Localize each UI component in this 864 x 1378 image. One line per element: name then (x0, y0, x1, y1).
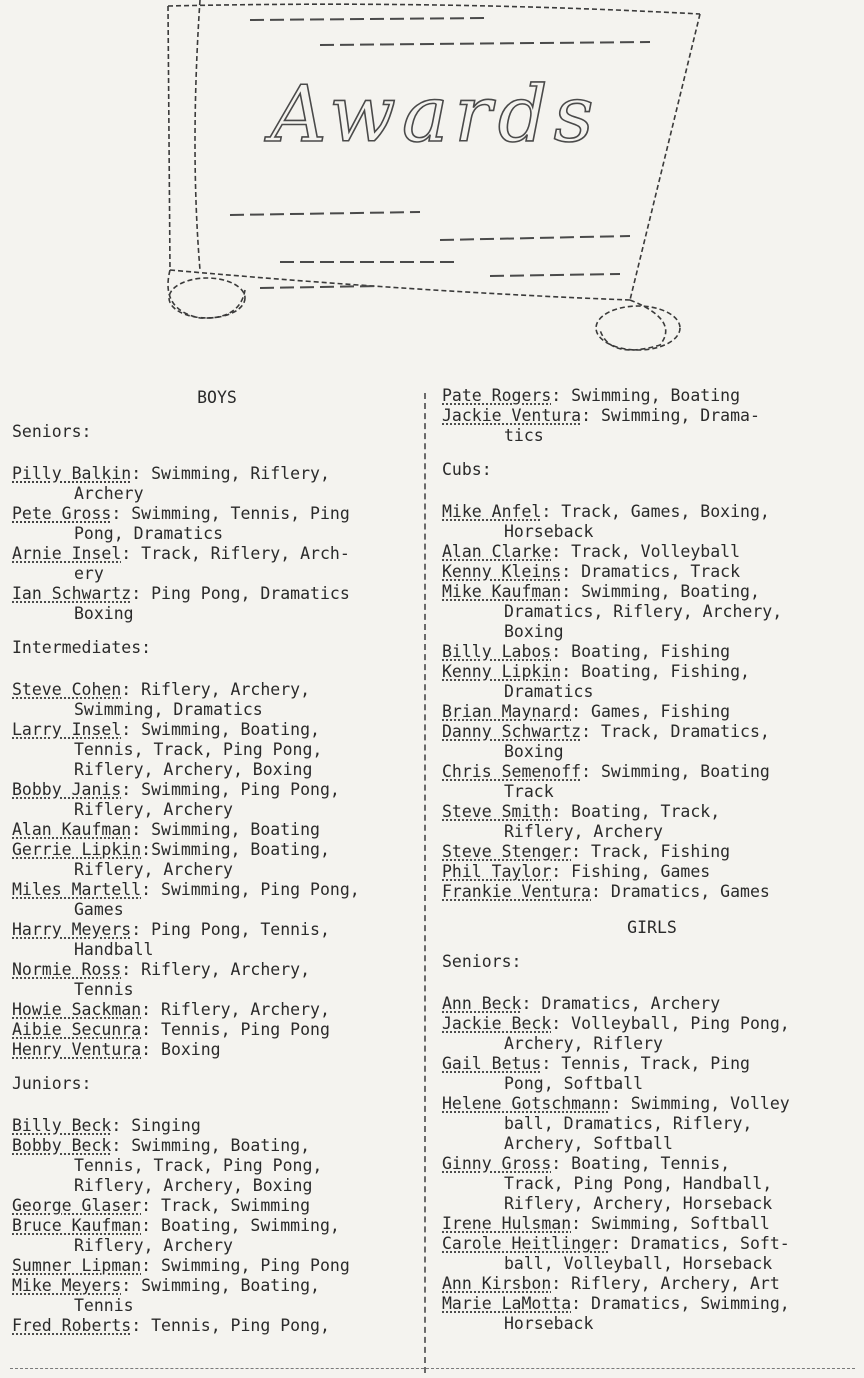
boys-juniors-list (12, 1116, 422, 1336)
award-activities: : Ping Pong, Dramatics (131, 584, 350, 603)
entry-first-line (442, 1094, 862, 1114)
entry-first-line (442, 582, 862, 602)
camper-name: Mike Kaufman (442, 582, 562, 601)
award-activities: : Dramatics, Track (561, 562, 741, 581)
award-activities: : Ping Pong, Tennis, (131, 920, 330, 939)
award-activities-continued: Riflery, Archery, Boxing (74, 1176, 313, 1195)
camper-name: Irene Hulsman (442, 1214, 572, 1233)
award-activities-continued: Track (504, 782, 554, 801)
cubs-label: Cubs: (442, 460, 492, 479)
entry-first-line (442, 1054, 862, 1074)
award-entry (12, 584, 422, 624)
award-entry (442, 862, 862, 882)
award-activities-continued: tics (504, 426, 544, 445)
award-activities: : Boating, Fishing (551, 642, 731, 661)
award-entry (442, 802, 862, 842)
entry-first-line (12, 680, 422, 700)
camper-name: Steve Cohen (12, 680, 122, 699)
award-activities-continued: Archery, Riflery (504, 1034, 663, 1053)
award-entry (12, 504, 422, 544)
entry-first-line (12, 1020, 422, 1040)
award-entry (442, 762, 862, 802)
award-activities-continued: Boxing (504, 622, 564, 641)
award-entry (12, 680, 422, 720)
entry-first-line (442, 662, 862, 682)
award-activities: : Swimming, Tennis, Ping (111, 504, 350, 523)
right-column (442, 386, 862, 1334)
award-activities-continued: Dramatics, Riflery, Archery, (504, 602, 783, 621)
award-entry (442, 582, 862, 642)
camper-name: Normie Ross (12, 960, 122, 979)
entry-first-line (12, 1196, 422, 1216)
award-entry (442, 1234, 862, 1274)
entry-first-line (442, 1214, 862, 1234)
left-column (12, 386, 422, 1336)
award-activities: : Tennis, Track, Ping (541, 1054, 750, 1073)
entry-first-line (442, 1234, 862, 1254)
camper-name: Steve Stenger (442, 842, 572, 861)
girls-seniors-label: Seniors: (442, 952, 522, 971)
entry-first-line (442, 542, 862, 562)
award-entry (12, 1116, 422, 1136)
award-entry (12, 1020, 422, 1040)
girls-seniors-list (442, 994, 862, 1334)
award-entry (442, 702, 862, 722)
award-entry (442, 662, 862, 702)
camper-name: Mike Meyers (12, 1276, 122, 1295)
camper-name: Sumner Lipman (12, 1256, 142, 1275)
award-activities: : Swimming, Volley (610, 1094, 790, 1113)
entry-first-line (442, 994, 862, 1014)
camper-name: Ann Kirsbon (442, 1274, 552, 1293)
camper-name: Brian Maynard (442, 702, 572, 721)
entry-first-line (12, 1276, 422, 1296)
award-entry (442, 1294, 862, 1334)
entry-first-line (12, 1116, 422, 1136)
award-entry (442, 562, 862, 582)
award-activities: : Riflery, Archery, Art (551, 1274, 780, 1293)
entry-first-line (442, 1154, 862, 1174)
award-activities: : Boating, Fishing, (561, 662, 750, 681)
award-activities-continued: Riflery, Archery (504, 822, 663, 841)
entry-first-line (442, 386, 862, 406)
award-activities: : Dramatics, Soft- (610, 1234, 790, 1253)
entry-first-line (442, 562, 862, 582)
cubs-list (442, 502, 862, 902)
camper-name: Chris Semenoff (442, 762, 582, 781)
award-entry (12, 840, 422, 880)
entry-first-line (442, 1274, 862, 1294)
camper-name: Pate Rogers (442, 386, 552, 405)
intermediates-continued-list (442, 386, 862, 446)
award-entry (12, 880, 422, 920)
award-activities: : Dramatics, Swimming, (571, 1294, 790, 1313)
award-activities: : Track, Fishing (571, 842, 731, 861)
camper-name: Gail Betus (442, 1054, 542, 1073)
award-entry (442, 1154, 862, 1214)
award-activities: : Riflery, Archery, (121, 680, 311, 699)
award-activities: : Swimming, Softball (571, 1214, 770, 1233)
award-activities: : Riflery, Archery, (121, 960, 311, 979)
award-activities: : Dramatics, Archery (521, 994, 721, 1013)
entry-first-line (12, 464, 422, 484)
entry-first-line (12, 1316, 422, 1336)
award-activities-continued: ball, Volleyball, Horseback (504, 1254, 773, 1273)
award-activities: : Swimming, Boating, (561, 582, 760, 601)
award-activities-continued: Tennis, Track, Ping Pong, (74, 1156, 323, 1175)
boys-seniors-list (12, 464, 422, 624)
camper-name: Billy Beck (12, 1116, 112, 1135)
award-entry (442, 386, 862, 406)
camper-name: Bruce Kaufman (12, 1216, 142, 1235)
award-activities-continued: Riflery, Archery, Boxing (74, 760, 313, 779)
camper-name: Steve Smith (442, 802, 552, 821)
award-activities-continued: Riflery, Archery (74, 860, 233, 879)
award-activities: : Swimming, Ping Pong, (121, 780, 340, 799)
boys-intermediates-label: Intermediates: (12, 638, 152, 657)
entry-first-line (12, 960, 422, 980)
award-activities-continued: ball, Dramatics, Riflery, (504, 1114, 753, 1133)
camper-name: Helene Gotschmann (442, 1094, 611, 1113)
award-entry (12, 1136, 422, 1196)
award-activities: : Tennis, Ping Pong (141, 1020, 330, 1039)
award-activities-continued: Horseback (504, 1314, 594, 1333)
award-entry (442, 1014, 862, 1054)
entry-first-line (12, 584, 422, 604)
camper-name: Kenny Lipkin (442, 662, 562, 681)
award-entry (442, 882, 862, 902)
awards-banner (160, 0, 710, 360)
entry-first-line (442, 1294, 862, 1314)
award-activities-continued: Handball (74, 940, 154, 959)
camper-name: Bobby Janis (12, 780, 122, 799)
award-entry (442, 1094, 862, 1154)
camper-name: Arnie Insel (12, 544, 122, 563)
entry-first-line (442, 722, 862, 742)
award-activities: : Swimming, Boating, (121, 720, 320, 739)
camper-name: Ann Beck (442, 994, 522, 1013)
entry-first-line (12, 780, 422, 800)
award-activities: : Boating, Swimming, (141, 1216, 340, 1235)
award-entry (442, 1214, 862, 1234)
award-activities: : Swimming, Drama- (581, 406, 760, 425)
award-activities: : Track, Games, Boxing, (541, 502, 770, 521)
award-activities: : Boating, Track, (551, 802, 721, 821)
award-activities: : Volleyball, Ping Pong, (551, 1014, 790, 1033)
camper-name: Alan Kaufman (12, 820, 132, 839)
camper-name: Gerrie Lipkin (12, 840, 142, 859)
boys-heading: BOYS (197, 388, 237, 407)
entry-first-line (12, 840, 422, 860)
entry-first-line (12, 1040, 422, 1060)
camper-name: Ian Schwartz (12, 584, 132, 603)
award-activities: : Track, Dramatics, (581, 722, 770, 741)
camper-name: Billy Labos (442, 642, 552, 661)
entry-first-line (442, 406, 862, 426)
scroll-drawing (160, 0, 710, 360)
award-activities: :Swimming, Boating, (141, 840, 330, 859)
award-activities: : Boating, Tennis, (551, 1154, 731, 1173)
camper-name: Carole Heitlinger (442, 1234, 611, 1253)
award-activities-continued: Horseback (504, 522, 594, 541)
award-activities: : Singing (111, 1116, 201, 1135)
award-entry (12, 464, 422, 504)
entry-first-line (442, 702, 862, 722)
award-entry (12, 1196, 422, 1216)
entry-first-line (12, 504, 422, 524)
award-activities-continued: Pong, Softball (504, 1074, 644, 1093)
award-activities-continued: Dramatics (504, 682, 594, 701)
award-activities: : Track, Riflery, Arch- (121, 544, 350, 563)
camper-name: Pilly Balkin (12, 464, 132, 483)
entry-first-line (442, 842, 862, 862)
award-entry (442, 542, 862, 562)
entry-first-line (12, 880, 422, 900)
entry-first-line (12, 1136, 422, 1156)
camper-name: Mike Anfel (442, 502, 542, 521)
entry-first-line (442, 642, 862, 662)
award-activities: : Track, Swimming (141, 1196, 311, 1215)
award-activities: : Swimming, Ping Pong, (141, 880, 360, 899)
camper-name: Bobby Beck (12, 1136, 112, 1155)
award-activities-continued: Tennis, Track, Ping Pong, (74, 740, 323, 759)
camper-name: Marie LaMotta (442, 1294, 572, 1313)
award-entry (12, 1040, 422, 1060)
award-activities-continued: Swimming, Dramatics (74, 700, 263, 719)
camper-name: Henry Ventura (12, 1040, 142, 1059)
award-entry (442, 1274, 862, 1294)
camper-name: Phil Taylor (442, 862, 552, 881)
award-entry (12, 1216, 422, 1256)
camper-name: Ginny Gross (442, 1154, 552, 1173)
award-activities: : Games, Fishing (571, 702, 731, 721)
award-activities-continued: Boxing (74, 604, 134, 623)
award-entry (12, 820, 422, 840)
entry-first-line (442, 882, 862, 902)
award-entry (442, 994, 862, 1014)
camper-name: Howie Sackman (12, 1000, 142, 1019)
entry-first-line (442, 862, 862, 882)
award-activities: : Fishing, Games (551, 862, 711, 881)
award-activities: : Swimming, Ping Pong (141, 1256, 350, 1275)
award-activities-continued: Archery (74, 484, 144, 503)
camper-name: Fred Roberts (12, 1316, 132, 1335)
boys-seniors-label: Seniors: (12, 422, 92, 441)
entry-first-line (12, 544, 422, 564)
camper-name: Kenny Kleins (442, 562, 562, 581)
award-activities: : Swimming, Boating (581, 762, 770, 781)
award-entry (12, 1000, 422, 1020)
camper-name: George Glaser (12, 1196, 142, 1215)
bottom-rule (10, 1368, 855, 1369)
award-activities: : Swimming, Boating (131, 820, 320, 839)
award-entry (12, 780, 422, 820)
award-activities: : Swimming, Boating (551, 386, 741, 405)
entry-first-line (12, 1000, 422, 1020)
camper-name: Jackie Ventura (442, 406, 582, 425)
award-activities: : Tennis, Ping Pong, (131, 1316, 330, 1335)
camper-name: Miles Martell (12, 880, 142, 899)
award-entry (12, 1316, 422, 1336)
award-entry (442, 406, 862, 446)
award-activities-continued: Riflery, Archery, Horseback (504, 1194, 773, 1213)
award-activities: : Track, Volleyball (551, 542, 741, 561)
column-divider (424, 393, 426, 1373)
award-activities-continued: Tennis (74, 980, 134, 999)
award-entry (12, 920, 422, 960)
award-entry (442, 842, 862, 862)
award-entry (12, 1256, 422, 1276)
banner-title: Awards (270, 70, 600, 160)
award-entry (442, 502, 862, 542)
entry-first-line (442, 1014, 862, 1034)
entry-first-line (442, 502, 862, 522)
award-activities-continued: Track, Ping Pong, Handball, (504, 1174, 773, 1193)
award-activities-continued: Riflery, Archery (74, 800, 233, 819)
award-activities-continued: Games (74, 900, 124, 919)
camper-name: Pete Gross (12, 504, 112, 523)
girls-heading: GIRLS (627, 918, 677, 937)
entry-first-line (12, 920, 422, 940)
entry-first-line (12, 820, 422, 840)
entry-first-line (442, 802, 862, 822)
award-activities-continued: Archery, Softball (504, 1134, 673, 1153)
camper-name: Larry Insel (12, 720, 122, 739)
award-activities: : Dramatics, Games (591, 882, 770, 901)
award-activities: : Swimming, Boating, (111, 1136, 311, 1155)
award-activities: : Boxing (141, 1040, 221, 1059)
entry-first-line (442, 762, 862, 782)
award-entry (12, 960, 422, 1000)
camper-name: Frankie Ventura (442, 882, 592, 901)
award-entry (12, 720, 422, 780)
award-activities-continued: Tennis (74, 1296, 134, 1315)
award-entry (442, 642, 862, 662)
camper-name: Harry Meyers (12, 920, 132, 939)
award-activities-continued: ery (74, 564, 104, 583)
award-entry (442, 722, 862, 762)
entry-first-line (12, 1256, 422, 1276)
camper-name: Jackie Beck (442, 1014, 552, 1033)
award-activities-continued: Boxing (504, 742, 564, 761)
boys-intermediates-list (12, 680, 422, 1060)
award-entry (12, 1276, 422, 1316)
camper-name: Danny Schwartz (442, 722, 582, 741)
entry-first-line (12, 1216, 422, 1236)
award-activities-continued: Riflery, Archery (74, 1236, 233, 1255)
award-activities: : Swimming, Riflery, (131, 464, 330, 483)
award-activities: : Riflery, Archery, (141, 1000, 330, 1019)
award-activities-continued: Pong, Dramatics (74, 524, 224, 543)
award-activities: : Swimming, Boating, (121, 1276, 320, 1295)
award-entry (12, 544, 422, 584)
entry-first-line (12, 720, 422, 740)
camper-name: Alan Clarke (442, 542, 552, 561)
boys-juniors-label: Juniors: (12, 1074, 92, 1093)
award-entry (442, 1054, 862, 1094)
camper-name: Aibie Secunra (12, 1020, 142, 1039)
